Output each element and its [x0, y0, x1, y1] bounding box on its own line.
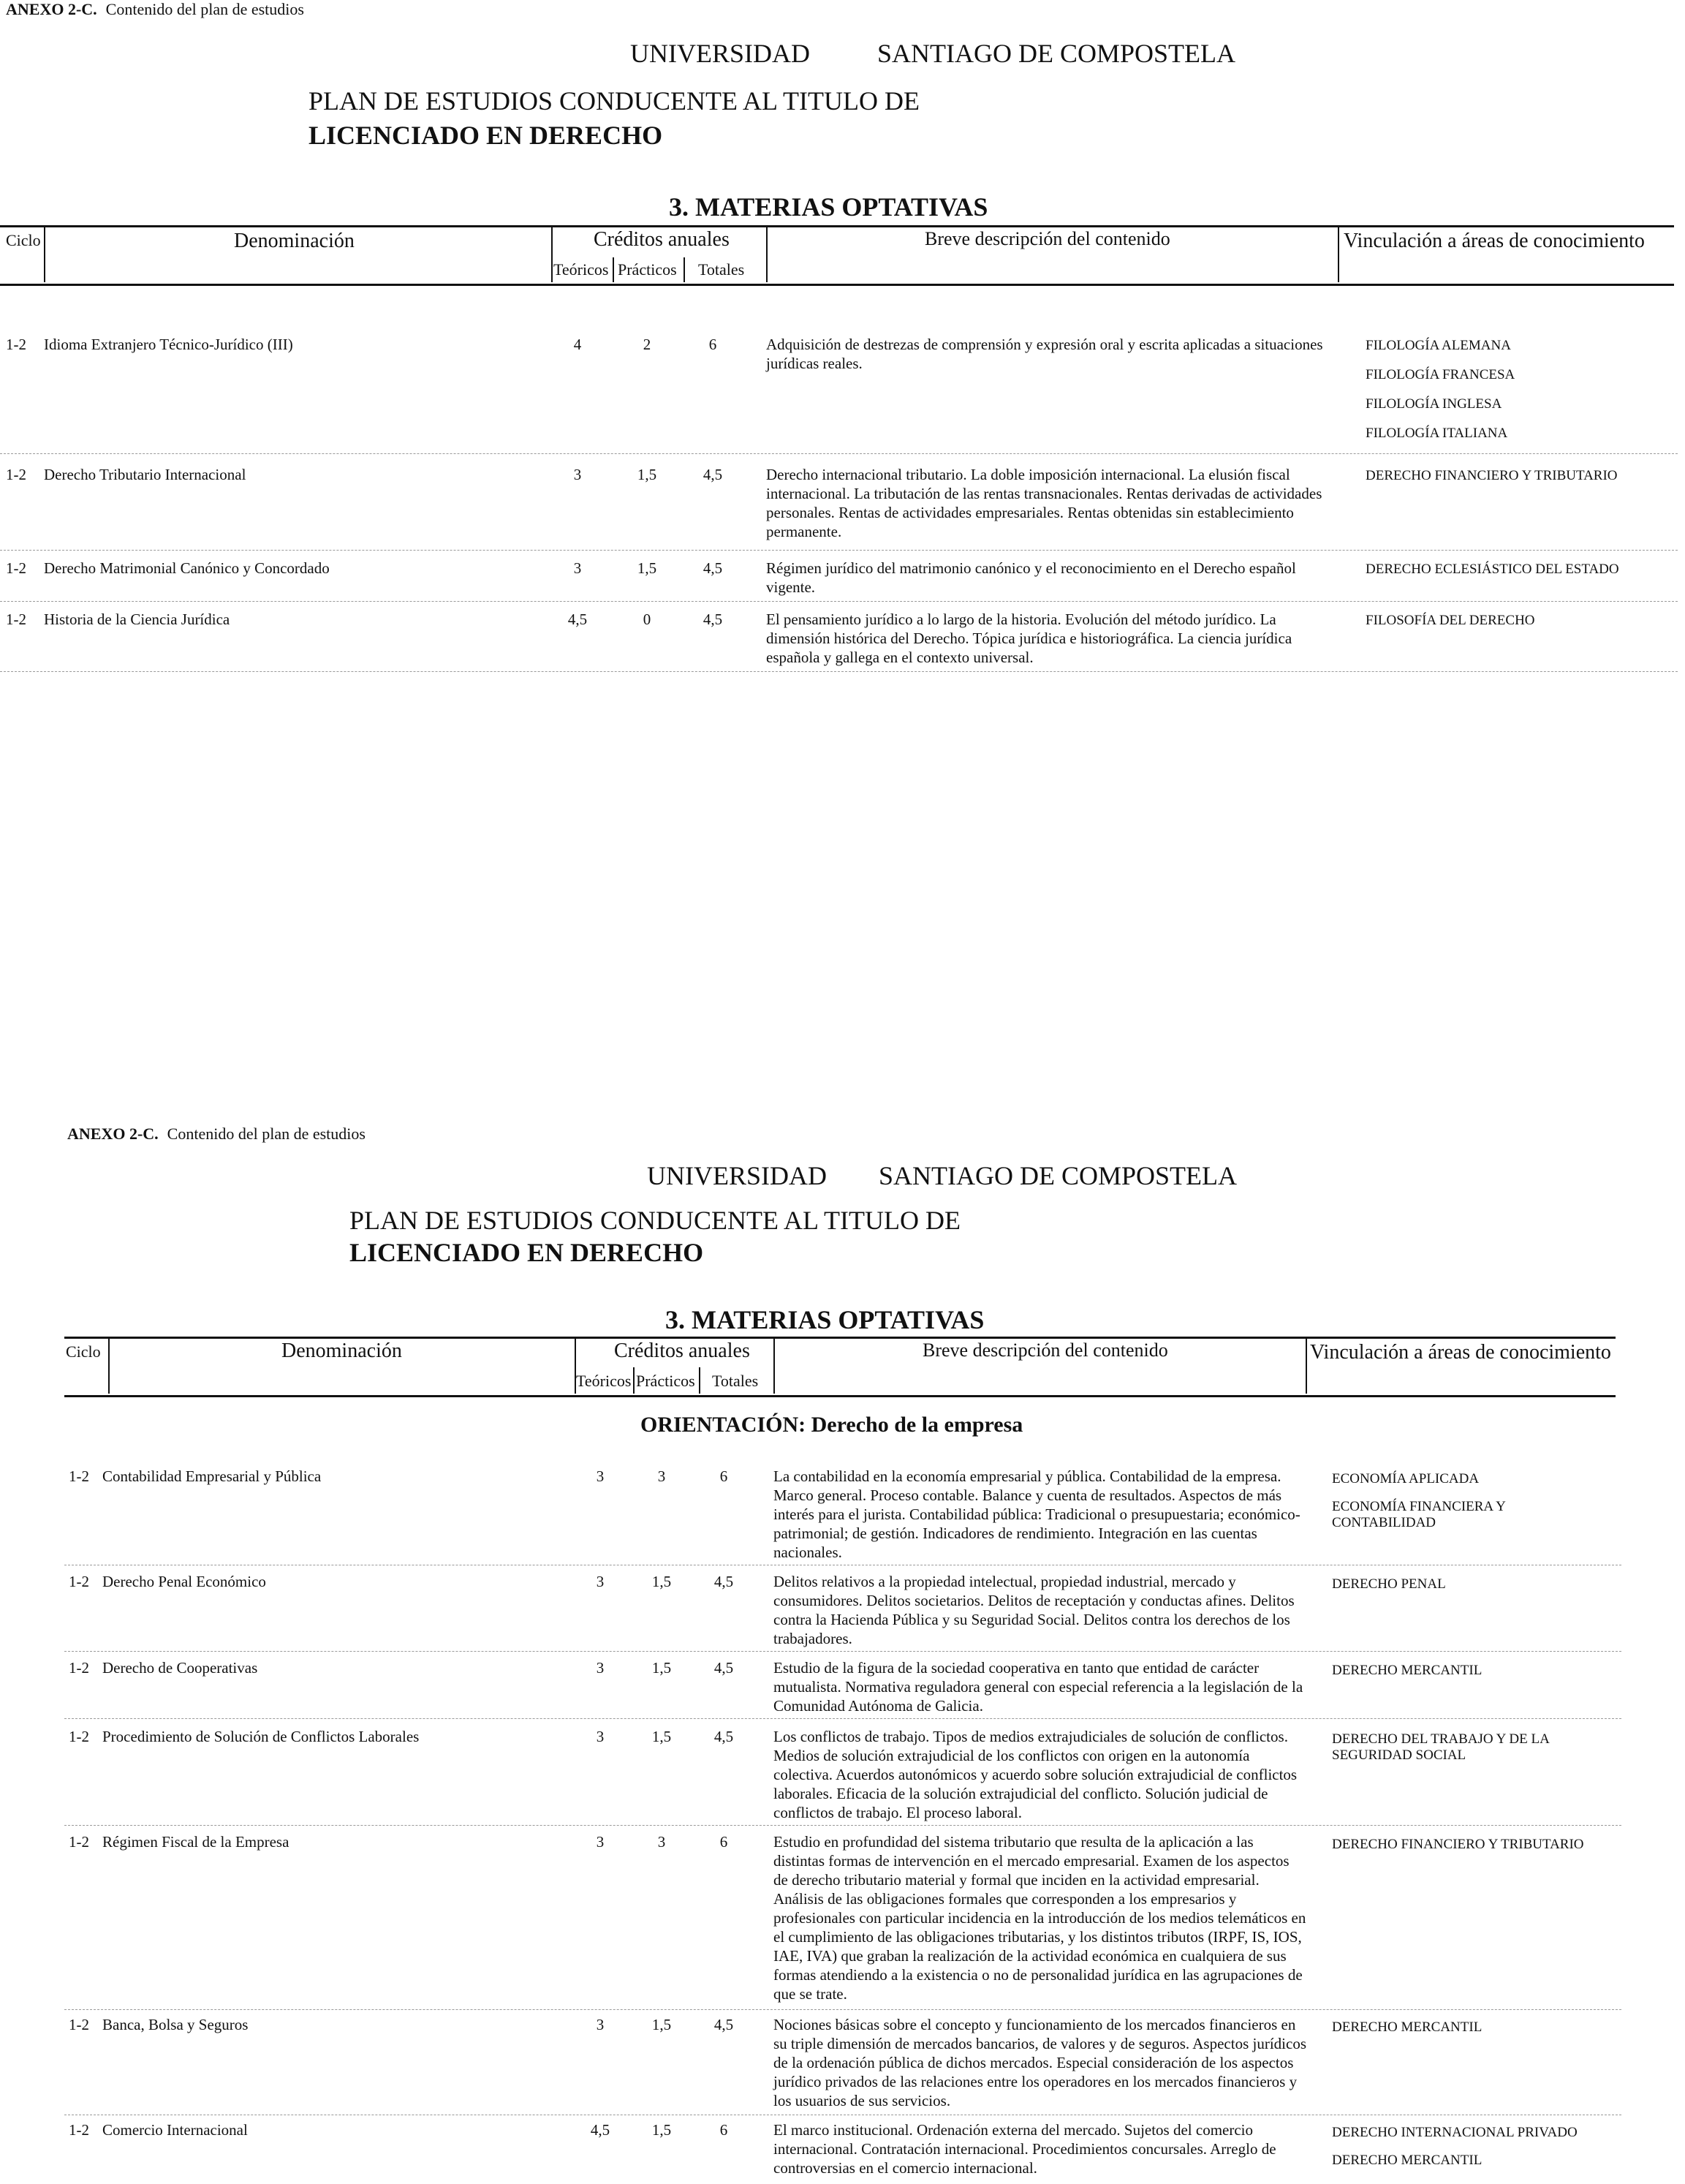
row-ciclo: 1-2	[69, 1467, 89, 1485]
row-practicos: 1,5	[651, 1659, 672, 1677]
row-practicos: 1,5	[651, 1728, 672, 1745]
university-label: UNIVERSIDAD	[630, 39, 810, 68]
row-denominacion: Banca, Bolsa y Seguros	[102, 2016, 249, 2033]
row-practicos: 1,5	[651, 2121, 672, 2139]
section-title: 3. MATERIAS OPTATIVAS	[669, 192, 988, 222]
row-separator	[64, 1651, 1621, 1652]
row-ciclo: 1-2	[6, 559, 26, 577]
header-ciclo: Ciclo	[66, 1342, 101, 1361]
row-totales: 4,5	[713, 1728, 734, 1745]
university-name: SANTIAGO DE COMPOSTELA	[877, 39, 1236, 68]
row-teoricos: 3	[596, 1659, 605, 1677]
row-totales: 6	[719, 1833, 728, 1851]
row-separator	[0, 550, 1678, 551]
row-separator	[0, 671, 1678, 672]
row-descripcion: Estudio en profundidad del sistema tributario que resulta de la aplicación a las distintas formas de intervención en el mercado empresarial. Examen de los aspectos de derecho tributario material y formal que inciden en la actividad empresarial. Análisis de las obligaciones formales que corresponden a los empresarios y profesionales con particular incidencia en la introducción de los medios telemáticos en el cumplimiento de las obligaciones tributarias, y los distintos tributos (IRPF, IS, IOS, IAE, IVA) que graban la realización de la actividad económica en cualquiera de sus formas atendiendo a la existencia o no de personalidad jurídica en las agrupaciones de que se trate.	[773, 1833, 1306, 2003]
row-practicos: 1,5	[637, 559, 657, 577]
row-ciclo: 1-2	[69, 1728, 89, 1745]
annex-text: Contenido del plan de estudios	[105, 0, 304, 18]
header-vinculacion: Vinculación a áreas de conocimiento	[1344, 230, 1645, 252]
row-denominacion: Contabilidad Empresarial y Pública	[102, 1467, 322, 1485]
annex-text: Contenido del plan de estudios	[167, 1125, 366, 1143]
header-denominacion: Denominación	[281, 1340, 402, 1362]
section-title: 3. MATERIAS OPTATIVAS	[665, 1305, 985, 1334]
row-descripcion: La contabilidad en la economía empresarial y pública. Contabilidad de la empresa. Marco general. Proceso contable. Balance y cuenta de resultados. Aspectos de más interés para el jurista. Contabilidad pública: Tradicional o presupuestaria; económico-patrimonial; de gestión. Indicadores de rendimiento. Integración en las cuentas nacionales.	[773, 1467, 1300, 1561]
annex-heading	[67, 1125, 366, 1144]
row-totales: 6	[708, 336, 717, 353]
row-totales: 4,5	[703, 611, 723, 628]
row-descripcion: Adquisición de destrezas de comprensión y expresión oral y escrita aplicadas a situaciones jurídicas reales.	[766, 336, 1323, 372]
orientation-heading: ORIENTACIÓN: Derecho de la empresa	[640, 1413, 1023, 1437]
row-denominacion: Idioma Extranjero Técnico-Jurídico (III)	[44, 336, 293, 353]
row-totales: 4,5	[713, 1659, 734, 1677]
row-ciclo: 1-2	[69, 1573, 89, 1590]
row-area: DERECHO MERCANTIL	[1332, 2019, 1483, 2035]
row-area: FILOLOGÍA INGLESA	[1366, 396, 1502, 412]
col-divider	[633, 1367, 635, 1394]
row-teoricos: 3	[596, 1728, 605, 1745]
row-area: DERECHO MERCANTIL	[1332, 2153, 1483, 2168]
col-divider	[1338, 227, 1339, 282]
row-ciclo: 1-2	[6, 611, 26, 628]
row-denominacion: Derecho Penal Económico	[102, 1573, 266, 1590]
header-vinculacion: Vinculación a áreas de conocimiento	[1310, 1341, 1611, 1364]
col-divider	[684, 257, 685, 282]
row-practicos: 0	[643, 611, 651, 628]
col-divider	[699, 1367, 700, 1394]
row-area: FILOLOGÍA ALEMANA	[1366, 338, 1511, 353]
header-teoricos: Teóricos	[576, 1372, 632, 1390]
row-area: DERECHO PENAL	[1332, 1576, 1446, 1592]
document-page-2	[0, 1119, 1685, 2184]
row-teoricos: 4,5	[567, 611, 588, 628]
header-practicos: Prácticos	[618, 260, 677, 279]
header-totales: Totales	[712, 1372, 759, 1390]
row-teoricos: 3	[573, 466, 582, 483]
row-totales: 4,5	[713, 2016, 734, 2033]
row-teoricos: 3	[596, 2016, 605, 2033]
row-denominacion: Comercio Internacional	[102, 2121, 248, 2139]
header-descripcion: Breve descripción del contenido	[923, 1340, 1168, 1361]
row-descripcion: El pensamiento jurídico a lo largo de la historia. Evolución del método jurídico. La dimensión histórica del Derecho. Tópica jurídica e historiográfica. La ciencia jurídica española y gallega en el contexto universal.	[766, 611, 1292, 666]
row-descripcion: Estudio de la figura de la sociedad cooperativa en tanto que entidad de carácter mutualista. Normativa reguladora general con especial referencia a la legislación de la Comunidad Autónoma de Galicia.	[773, 1659, 1303, 1715]
row-denominacion: Procedimiento de Solución de Conflictos Laborales	[102, 1728, 420, 1745]
row-ciclo: 1-2	[6, 466, 26, 483]
row-ciclo: 1-2	[69, 1659, 89, 1677]
header-rule-top	[0, 225, 1674, 227]
row-practicos: 1,5	[637, 466, 657, 483]
header-creditos: Créditos anuales	[614, 1340, 750, 1362]
row-area: DERECHO FINANCIERO Y TRIBUTARIO	[1366, 468, 1618, 483]
row-ciclo: 1-2	[69, 1833, 89, 1851]
header-ciclo: Ciclo	[6, 231, 41, 249]
row-denominacion: Historia de la Ciencia Jurídica	[44, 611, 230, 628]
row-area: ECONOMÍA FINANCIERA Y CONTABILIDAD	[1332, 1499, 1506, 1530]
col-divider	[1306, 1338, 1307, 1394]
row-denominacion: Derecho de Cooperativas	[102, 1659, 258, 1677]
row-teoricos: 4,5	[590, 2121, 610, 2139]
row-descripcion: Derecho internacional tributario. La doble imposición internacional. La elusión fiscal internacional. La tributación de las rentas transnacionales. Rentas derivadas de actividades personales. Rentas de actividades empresariales. Rentas obtenidas sin establecimiento permanente.	[766, 466, 1322, 540]
col-divider	[766, 227, 768, 282]
col-divider	[773, 1338, 775, 1394]
row-separator	[0, 601, 1678, 602]
row-area: DERECHO INTERNACIONAL PRIVADO	[1332, 2125, 1578, 2140]
header-totales: Totales	[698, 260, 745, 279]
row-totales: 6	[719, 2121, 728, 2139]
row-descripcion: Los conflictos de trabajo. Tipos de medios extrajudiciales de solución de conflictos. Medios de solución extrajudicial de los conflictos con origen en la autonomía colectiva. Acuerdos autonómicos y acuerdo sobre solución extrajudicial de conflictos laborales. Eficacia de la solución extrajudicial del conflicto. Solución judicial de conflictos de trabajo. El proceso laboral.	[773, 1728, 1298, 1821]
header-practicos: Prácticos	[636, 1372, 695, 1390]
document-page-1	[0, 0, 1685, 1024]
row-separator	[0, 453, 1678, 454]
annex-heading	[6, 0, 304, 19]
row-area: FILOSOFÍA DEL DERECHO	[1366, 613, 1535, 628]
row-separator	[64, 1718, 1621, 1719]
header-rule-top	[64, 1337, 1616, 1339]
row-denominacion: Derecho Tributario Internacional	[44, 466, 246, 483]
header-creditos: Créditos anuales	[594, 228, 730, 251]
annex-label: ANEXO 2-C.	[67, 1125, 159, 1143]
row-totales: 4,5	[703, 559, 723, 577]
row-practicos: 3	[657, 1467, 666, 1485]
row-teoricos: 3	[596, 1467, 605, 1485]
row-totales: 4,5	[703, 466, 723, 483]
annex-label: ANEXO 2-C.	[6, 0, 97, 18]
row-area: DERECHO ECLESIÁSTICO DEL ESTADO	[1366, 562, 1619, 577]
row-area: DERECHO FINANCIERO Y TRIBUTARIO	[1332, 1837, 1584, 1852]
row-ciclo: 1-2	[6, 336, 26, 353]
row-denominacion: Régimen Fiscal de la Empresa	[102, 1833, 289, 1851]
row-teoricos: 3	[596, 1833, 605, 1851]
row-teoricos: 4	[573, 336, 582, 353]
university-label: UNIVERSIDAD	[647, 1161, 827, 1190]
row-practicos: 2	[643, 336, 651, 353]
row-area: ECONOMÍA APLICADA	[1332, 1471, 1480, 1486]
header-rule-bottom	[64, 1395, 1616, 1397]
col-divider	[613, 257, 614, 282]
row-descripcion: Nociones básicas sobre el concepto y funcionamiento de los mercados financieros en su triple dimensión de mercados bancarios, de valores y de seguros. Aspectos jurídicos de la ordenación pública de dichos mercados. Especial consideración de los aspectos jurídico privados de las relaciones entre los operadores en los mercados financieros y los usuarios de sus servicios.	[773, 2016, 1306, 2109]
header-descripcion: Breve descripción del contenido	[925, 228, 1170, 249]
row-separator	[64, 2009, 1621, 2010]
row-area: FILOLOGÍA FRANCESA	[1366, 367, 1515, 382]
row-totales: 6	[719, 1467, 728, 1485]
row-descripcion: Régimen jurídico del matrimonio canónico y el reconocimiento en el Derecho español vigente.	[766, 559, 1296, 596]
row-area: FILOLOGÍA ITALIANA	[1366, 426, 1508, 441]
row-ciclo: 1-2	[69, 2121, 89, 2139]
col-divider	[108, 1338, 110, 1394]
row-teoricos: 3	[596, 1573, 605, 1590]
row-area: DERECHO MERCANTIL	[1332, 1663, 1483, 1678]
row-descripcion: El marco institucional. Ordenación externa del mercado. Sujetos del comercio internacional. Contratación internacional. Procedimientos concursales. Arreglo de controversias en el comercio internacional.	[773, 2121, 1276, 2177]
row-descripcion: Delitos relativos a la propiedad intelectual, propiedad industrial, mercado y consumidores. Delitos societarios. Delitos de receptación y conductas afines. Delitos contra la Hacienda Pública y su Seguridad Social. Delitos contra los derechos de los trabajadores.	[773, 1573, 1295, 1647]
header-denominacion: Denominación	[234, 230, 355, 252]
row-totales: 4,5	[713, 1573, 734, 1590]
row-practicos: 1,5	[651, 2016, 672, 2033]
row-practicos: 1,5	[651, 1573, 672, 1590]
row-teoricos: 3	[573, 559, 582, 577]
degree-title: LICENCIADO EN DERECHO	[308, 121, 663, 150]
plan-title: PLAN DE ESTUDIOS CONDUCENTE AL TITULO DE	[349, 1206, 961, 1235]
row-area: DERECHO DEL TRABAJO Y DE LA SEGURIDAD SOCIAL	[1332, 1731, 1549, 1763]
header-teoricos: Teóricos	[553, 260, 609, 279]
row-separator	[64, 1825, 1621, 1826]
degree-title: LICENCIADO EN DERECHO	[349, 1238, 704, 1267]
header-rule-bottom	[0, 284, 1674, 286]
row-practicos: 3	[657, 1833, 666, 1851]
col-divider	[44, 227, 45, 282]
col-divider	[551, 227, 553, 282]
university-name: SANTIAGO DE COMPOSTELA	[879, 1161, 1238, 1190]
row-ciclo: 1-2	[69, 2016, 89, 2033]
row-denominacion: Derecho Matrimonial Canónico y Concordado	[44, 559, 330, 577]
plan-title: PLAN DE ESTUDIOS CONDUCENTE AL TITULO DE	[308, 86, 920, 116]
